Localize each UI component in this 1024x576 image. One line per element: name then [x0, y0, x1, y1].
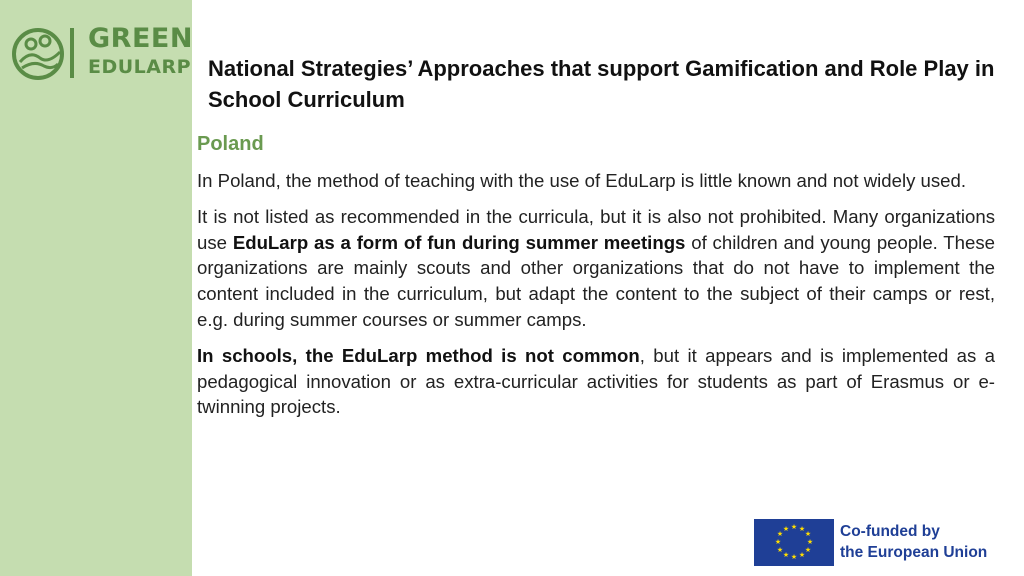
svg-text:★: ★ — [776, 546, 784, 554]
eu-label-line2: the European Union — [840, 544, 988, 561]
slide-body — [197, 168, 995, 430]
eu-stars-icon — [754, 519, 834, 566]
svg-text:★: ★ — [790, 553, 798, 561]
eu-flag — [754, 519, 834, 566]
country-heading: Poland — [197, 133, 264, 155]
paragraph-curricula-text-b: of children and young people. These organizations are mainly scouts and other organizations that do not have to implement the content included in the curriculum, but adapt the content to the subject of their camps or rest, e.g. during summer courses or summer camps. — [197, 231, 995, 330]
paragraph-schools-emphasis: In schools, the EduLarp method is not common — [197, 344, 640, 366]
paragraph-curricula-emphasis: EduLarp as a form of fun during summer meetings — [232, 231, 686, 253]
svg-text:★: ★ — [790, 523, 798, 531]
paragraph-curricula — [197, 204, 995, 333]
slide-title: National Strategies’ Approaches that support Gamification and Role Play in School Curriculum — [208, 56, 995, 112]
globe-people-icon — [8, 20, 78, 90]
svg-text:★: ★ — [782, 525, 790, 533]
paragraph-schools — [197, 343, 995, 420]
svg-text:★: ★ — [776, 530, 784, 538]
green-edularp-logo — [8, 20, 193, 90]
svg-text:★: ★ — [804, 546, 812, 554]
svg-text:★: ★ — [804, 530, 812, 538]
paragraph-curricula-text-a: It is not listed as recommended in the curricula, but it is also not prohibited. Many organizations use — [197, 205, 995, 253]
svg-text:★: ★ — [806, 538, 814, 546]
svg-text:★: ★ — [774, 538, 782, 546]
logo-line-edularp: EDULARP — [88, 56, 192, 78]
sidebar-panel — [0, 0, 192, 576]
paragraph-intro: In Poland, the method of teaching with the use of EduLarp is little known and not widely used. — [197, 170, 967, 191]
svg-text:★: ★ — [798, 551, 806, 559]
svg-text:★: ★ — [798, 525, 806, 533]
paragraph-schools-text: , but it appears and is implemented as a pedagogical innovation or as extra-curricular activities for students as part of Erasmus or e-twinning projects. — [197, 344, 996, 418]
eu-cofunded-label — [840, 521, 987, 563]
logo-line-green: GREEN — [88, 23, 193, 54]
eu-label-line1: Co-funded by — [840, 523, 940, 540]
svg-text:★: ★ — [782, 551, 790, 559]
